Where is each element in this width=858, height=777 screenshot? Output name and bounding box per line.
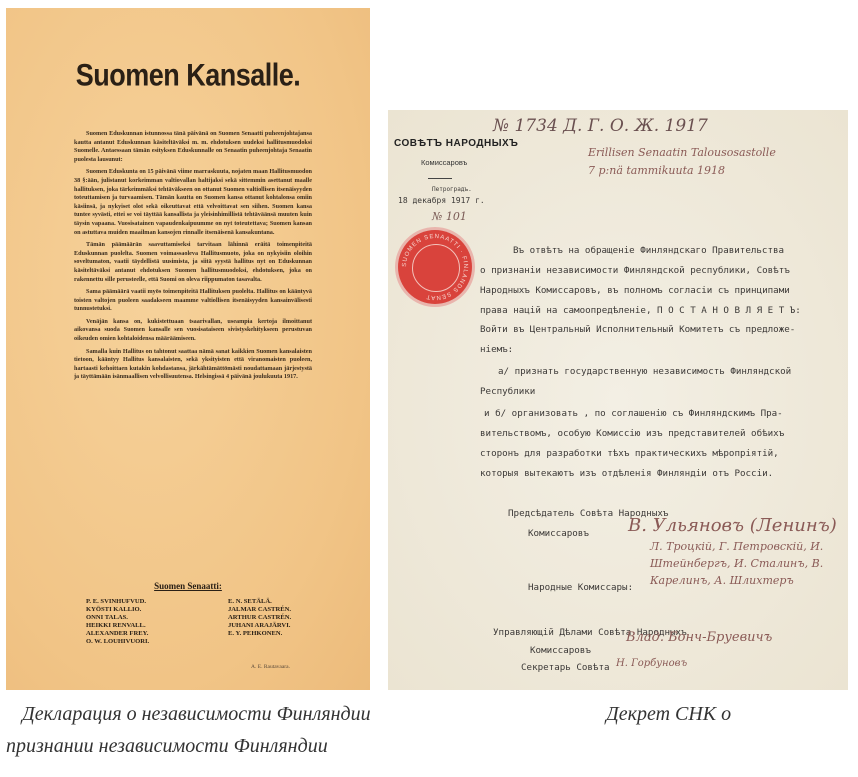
body-line: о признаніи независимости Финляндской республики, Совѣтъ bbox=[480, 265, 790, 276]
body-line: ніемъ: bbox=[480, 344, 514, 355]
registration-number: № 1734 Д. Г. О. Ж. 1917 bbox=[493, 116, 708, 136]
senator-name: KYÖSTI KALLIO. bbox=[86, 606, 142, 613]
signature-role: Предсѣдатель Совѣта Народныхъ bbox=[508, 508, 669, 519]
body-line: Народныхъ Комиссаровъ, въ полномъ согласіи съ принципами bbox=[480, 285, 790, 296]
signature-role: Народные Комиссары: bbox=[528, 582, 634, 593]
decree-header-subtitle: Комиссаровъ bbox=[421, 158, 468, 167]
declaration-paragraph: Venäjän kansa on, kukistettuaan tsaarivallan, useampia kertoja ilmoittanut aikovansa suoda Suomen kansalle sen vuosisataiseen sivistyskehitykseen perustuvan oikeuden omien kohtaloidensa määräämiseen. bbox=[74, 317, 312, 343]
senator-name: P. E. SVINHUFVUD. bbox=[86, 598, 147, 605]
declaration-paragraph: Suomen Eduskunnan istunnossa tänä päivänä on Suomen Senaatti puheenjohtajansa kautta antanut Eduskunnan käsiteltäväksi m. m. ehdotuksen uudeksi hallitusmuodoksi Suomelle. Antaessaan tämän esityksen Eduskunnalle on Senaatin puheenjohtaja Senaatin puolesta lausunut: bbox=[74, 130, 312, 163]
body-line: вительствомъ, особую Комиссію изъ представителей обѣихъ bbox=[480, 428, 785, 439]
body-line: которыя вытекаютъ изъ отдѣленія Финляндіи отъ Россіи. bbox=[480, 468, 774, 479]
senators-right bbox=[228, 598, 291, 638]
handwritten-note: 7 p:nä tammikuuta 1918 bbox=[588, 164, 726, 177]
declaration-paragraph: Suomen Eduskunta on 15 päivänä viime marraskuuta, nojaten maan Hallitusmuodon 38 §:ään, julistanut korkeimman valtiovallan haltijaksi sekä sittemmin asettanut maalle hallituksen, joka tärkeimmäksi tehtäväkseen on ottanut Suomen valtiollisen itsenäisyyden toteuttamisen ja turvaamisen. Tämän kautta on Suomen kansa ottanut kohtalonsa omiin käsiinsä, ja nykyiset olot sekä oikeuttavat että velvoittavat sen siihen. Suomen kansa tuntee syvästi, ettei se voi täyttää kansallista ja yleisinhimillistä tehtäväänsä muuten kuin täysin vapaana. Vuosisatainen vapaudenkaipuumme on nyt toteutettava; Suomen kansan on astuttava muiden maailman kansojen rinnalle itsenäisenä kansakuntana. bbox=[74, 168, 312, 236]
handwritten-note: Erillisen Senaatin Talousosastolle bbox=[588, 146, 776, 159]
signature-role: Комиссаровъ bbox=[528, 528, 589, 539]
body-line: Войти въ Центральный Исполнительный Комитетъ съ предложе- bbox=[480, 324, 796, 335]
senator-name: JUHANI ARAJÄRVI. bbox=[228, 622, 291, 629]
senators-left bbox=[86, 598, 149, 646]
decree-date: 18 декабря 1917 г. bbox=[398, 196, 485, 205]
body-line: сторонъ для разработки тѣхъ практическихъ мѣропріятій, bbox=[480, 448, 779, 459]
body-line: права націй на самоопредѣленіе, П О С Т А Н О В Л Я Е Т Ъ: bbox=[480, 305, 801, 316]
decree-number: № 101 bbox=[432, 210, 467, 223]
body-line: а/ признать государственную независимость Финляндской bbox=[498, 366, 792, 377]
declaration-paragraph: Sama päämäärä vaatii myös toimenpiteitä Hallituksen puolelta. Hallitus on kääntyvä toisten valtojen puoleen saadakseen maamme valtiollisen itsenäisyyden kansainvälisesti tunnustetuksi. bbox=[74, 288, 312, 313]
svg-text:SUOMEN SENAATTI · FINLANDS SEN: SUOMEN SENAATTI · FINLANDS SENAT bbox=[401, 233, 469, 301]
finnish-declaration-document bbox=[6, 8, 370, 690]
body-line: и б/ организовать , по соглашенію съ Финляндскимъ Пра- bbox=[484, 408, 783, 419]
caption-right: Декрет СНК о bbox=[606, 703, 732, 725]
decree-header-title: СОВѢТЪ НАРОДНЫХЪ bbox=[394, 138, 519, 149]
signature-role: Комиссаровъ bbox=[530, 645, 591, 656]
senator-name: E. Y. PEHKONEN. bbox=[228, 630, 283, 637]
senator-name: ALEXANDER FREY. bbox=[86, 630, 149, 637]
handwritten-signature: В. Ульяновъ (Ленинъ) bbox=[628, 515, 837, 536]
handwritten-signature: Л. Троцкій, Г. Петровскій, И. Штейнбергъ, И. Сталинъ, В. Карелинъ, А. Шлихтеръ bbox=[650, 540, 824, 587]
senator-name: JALMAR CASTRÉN. bbox=[228, 606, 292, 613]
city: Петроградъ. bbox=[432, 186, 472, 193]
declaration-paragraph: Samalla kuin Hallitus on tahtonut saattaa nämä sanat kaikkien Suomen kansalaisten tietoon, kääntyy Hallitus kansalaisten, sekä yksityisten että viranomaisten puoleen, hartaasti kehoittaen kutakin kohdastansa, järkähtämättömästi noudattamaan järjestystä ja täyttämään isänmaallisen velvollisuutensa. Helsingissä 4 päivänä joulukuuta 1917. bbox=[74, 347, 312, 381]
signature-role: Управляющій Дѣлами Совѣта Народныхъ bbox=[493, 627, 687, 638]
signature-role: Секретарь Совѣта bbox=[521, 662, 610, 673]
senator-name: ONNI TALAS. bbox=[86, 614, 128, 621]
senator-name: O. W. LOUHIVUORI. bbox=[86, 638, 150, 645]
handwritten-signature: Влад. Бонч-Бруевичъ bbox=[626, 630, 773, 645]
header-divider bbox=[428, 178, 452, 179]
sovnarkom-decree-document bbox=[388, 110, 848, 690]
handwritten-signature: Н. Горбуновъ bbox=[616, 658, 688, 669]
printer-mark: A. E. Rautavaara. bbox=[251, 664, 290, 670]
seal-lettering bbox=[398, 230, 472, 304]
declaration-body bbox=[74, 130, 312, 386]
senate-heading: Suomen Senaatti: bbox=[154, 581, 222, 591]
senator-name: E. N. SETÄLÄ. bbox=[228, 598, 272, 605]
body-line: Республики bbox=[480, 386, 536, 397]
body-line: Въ отвѣтъ на обращеніе Финляндскаго Правительства bbox=[513, 245, 785, 256]
caption-left-continued: признании независимости Финляндии bbox=[6, 735, 328, 757]
declaration-paragraph: Tämän päämäärän saavuttamiseksi tarvitaan lähinnä eräitä toimenpiteitä Eduskunnan puolelta. Suomen voimassaoleva Hallitusmuoto, joka on nykyisiin oloihin soveltumaton, vaatii täydellistä uusimista, ja siitä syystä hallitus nyt on Eduskunnan käsiteltäväksi antanut ehdotuksen Suomen hallitusmuodoksi, ehdotuksen, joka on rakennettu sille perusteelle, että Suomi on oleva riippumaton tasavalta. bbox=[74, 241, 312, 283]
senator-name: HEIKKI RENVALL. bbox=[86, 622, 146, 629]
caption-left: Декларация о независимости Финляндии bbox=[22, 703, 371, 725]
senator-name: ARTHUR CASTRÉN. bbox=[228, 614, 292, 621]
declaration-title: Suomen Kansalle. bbox=[75, 57, 301, 93]
finnish-senate-seal bbox=[398, 230, 472, 304]
